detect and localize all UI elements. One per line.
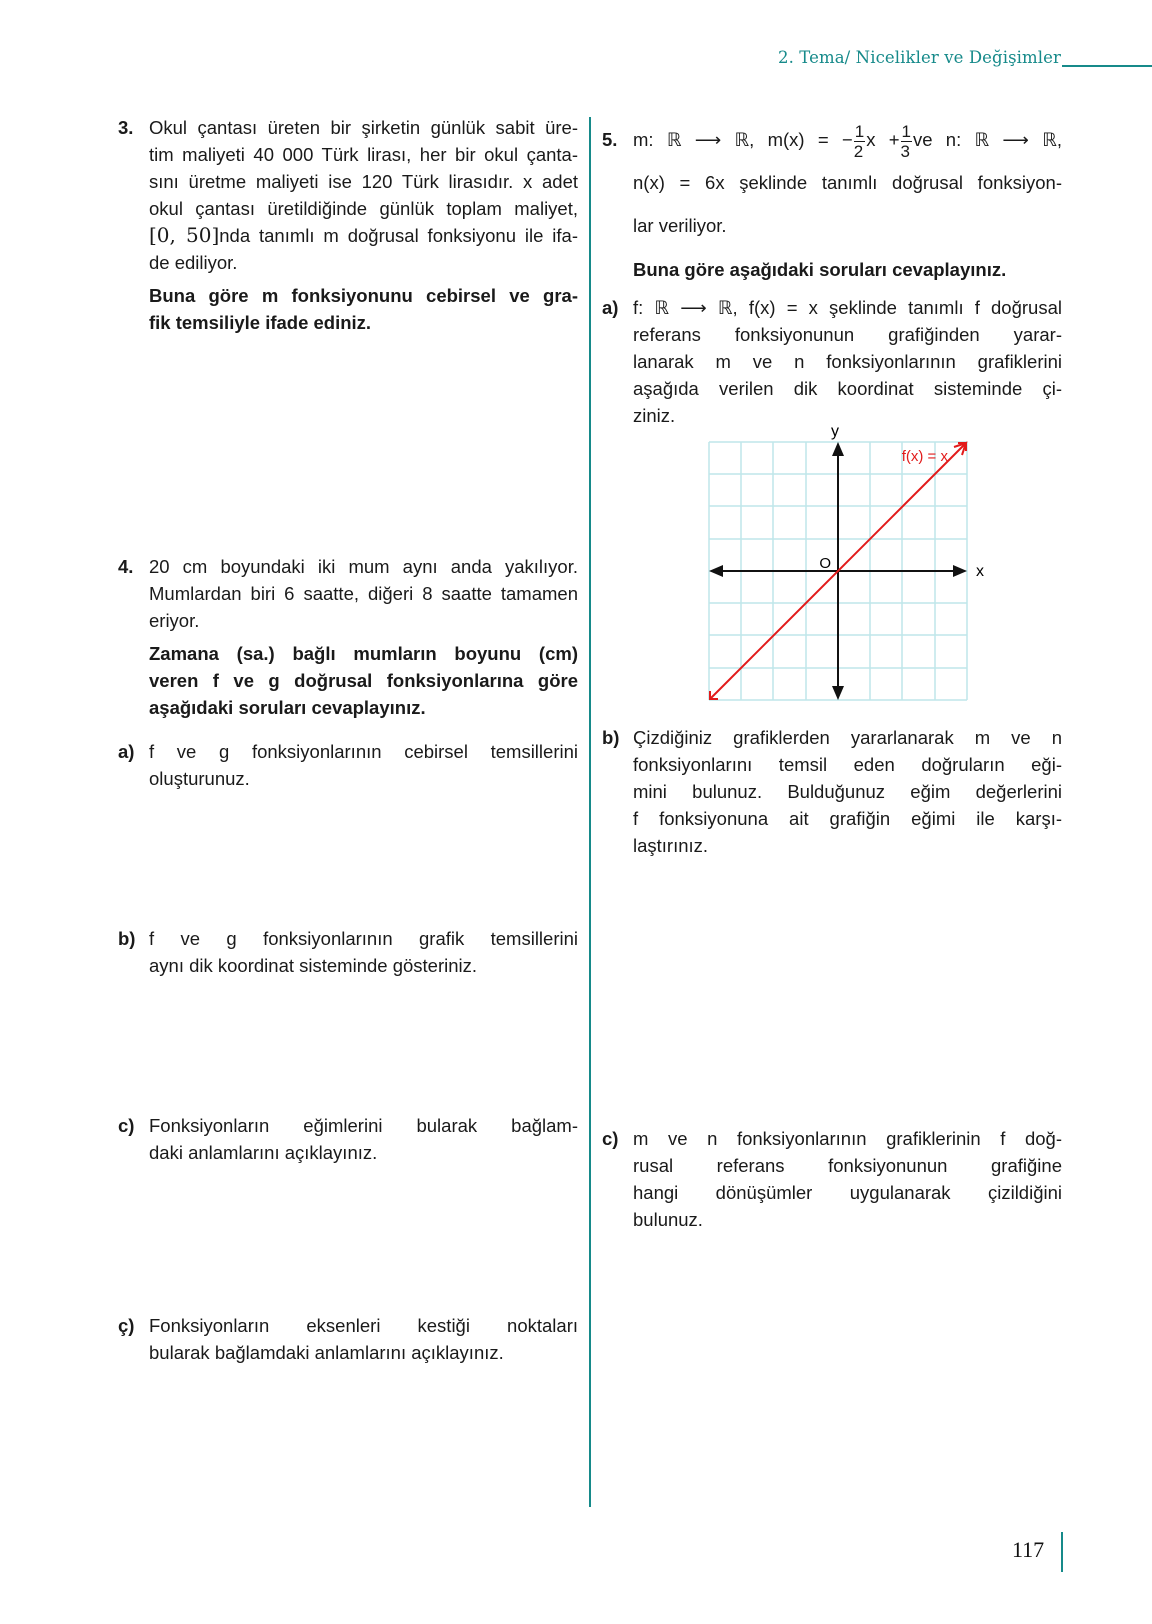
function-definitions: m: ℝ ⟶ ℝ, m(x) = − $\frac{1}{2}$ x + $\frac{1}{3}$ ve n: ℝ ⟶ ℝ,: [633, 121, 1062, 161]
text-line: okul çantası üretildiğinde günlük toplam maliyet,: [149, 198, 578, 219]
prompt-line: fik temsiliyle ifade ediniz.: [149, 312, 372, 333]
text-line: ziniz.: [633, 405, 676, 426]
part-label: c): [118, 1115, 135, 1136]
text-line: Mumlardan biri 6 saatte, diğeri 8 saatte tamamen: [149, 583, 578, 604]
text-line: tim maliyeti 40 000 Türk lirası, her bir okul çanta-: [149, 144, 578, 165]
page-number: 117: [1012, 1537, 1045, 1562]
x-axis-label: x: [976, 563, 984, 580]
fraction-one-half: $\frac{1}{2}$: [853, 121, 865, 161]
text-line: laştırınız.: [633, 835, 709, 856]
column-divider: [589, 117, 591, 1507]
question-3: [118, 114, 578, 336]
text-line: Çizdiğiniz grafiklerden yararlanarak m ve n: [633, 727, 1062, 748]
part-label: a): [118, 741, 135, 762]
question-4c-cedilla: [118, 1312, 578, 1366]
question-4b: [118, 925, 578, 979]
text-line-interval: [0, 50]nda tanımlı m doğrusal fonksiyonu ile ifa-: [149, 223, 578, 247]
chapter-title: 2. Tema/ Nicelikler ve Değişimler: [778, 48, 1061, 67]
text-line: n(x) = 6x şeklinde tanımlı doğrusal fonksiyon-: [633, 172, 1062, 193]
text-line: Fonksiyonların eğimlerini bularak bağlam-: [149, 1115, 578, 1136]
y-axis-label: y: [831, 423, 839, 440]
text-line: fonksiyonlarını temsil eden doğruların eği-: [633, 754, 1062, 775]
text-line: aynı dik koordinat sisteminde gösteriniz.: [149, 955, 478, 976]
text-line: f ve g fonksiyonlarının grafik temsillerini: [149, 928, 578, 949]
text-line: f ve g fonksiyonlarının cebirsel temsillerini: [149, 741, 578, 762]
page-number-rule: [1061, 1532, 1063, 1572]
part-label: a): [602, 297, 619, 318]
text-line: aşağıda verilen dik koordinat sisteminde çi-: [633, 378, 1062, 399]
text-line: f fonksiyonuna ait grafiğin eğimi ile karşı-: [633, 808, 1062, 829]
fraction-one-third: $\frac{1}{3}$: [900, 121, 911, 161]
prompt-line: Buna göre m fonksiyonunu cebirsel ve gra-: [149, 285, 578, 306]
text-line: bulunuz.: [633, 1209, 703, 1230]
question-5b: [602, 724, 1062, 859]
text-line: bularak bağlamdaki anlamlarını açıklayınız.: [149, 1342, 504, 1363]
text-line: lanarak m ve n fonksiyonlarının grafiklerini: [633, 351, 1062, 372]
line-label: f(x) = x: [901, 448, 948, 465]
text-line: referans fonksiyonunun grafiğinden yarar-: [633, 324, 1062, 345]
text-line: sını üretme maliyeti ise 120 Türk lirasıdır. x adet: [149, 171, 578, 192]
prompt-line: aşağıdaki soruları cevaplayınız.: [149, 697, 426, 718]
text-line: eriyor.: [149, 610, 200, 631]
prompt-line: Buna göre aşağıdaki soruları cevaplayınız.: [633, 259, 1007, 280]
text-line: rusal referans fonksiyonunun grafiğine: [633, 1155, 1062, 1176]
interval: [0, 50]: [149, 223, 220, 247]
text-line: oluşturunuz.: [149, 768, 250, 789]
text-line: hangi dönüşümler uygulanarak çizildiğini: [633, 1182, 1062, 1203]
part-label: b): [602, 727, 620, 748]
text-line: de ediliyor.: [149, 252, 238, 273]
question-5a: [602, 294, 1062, 429]
question-number: 5.: [602, 129, 618, 150]
text-line: Okul çantası üreten bir şirketin günlük sabit üre-: [149, 117, 578, 138]
part-label: b): [118, 928, 136, 949]
question-number: 4.: [118, 556, 134, 577]
text-line: daki anlamlarını açıklayınız.: [149, 1142, 378, 1163]
question-5: [602, 118, 1062, 292]
part-label: ç): [118, 1315, 135, 1336]
question-number: 3.: [118, 117, 134, 138]
text-line: Fonksiyonların eksenleri kestiği noktaları: [149, 1315, 578, 1336]
prompt-line: Zamana (sa.) bağlı mumların boyunu (cm): [149, 643, 578, 664]
text-line: m ve n fonksiyonlarının grafiklerinin f doğ-: [633, 1128, 1062, 1149]
text-line: lar veriliyor.: [633, 215, 727, 236]
question-4: [118, 553, 578, 721]
part-label: c): [602, 1128, 619, 1149]
coordinate-plane: [700, 420, 990, 720]
prompt-line: veren f ve g doğrusal fonksiyonlarına göre: [149, 670, 578, 691]
question-4c: [118, 1112, 578, 1166]
text-line: 20 cm boyundaki iki mum aynı anda yakılıyor.: [149, 556, 578, 577]
text-line: mini bulunuz. Bulduğunuz eğim değerlerini: [633, 781, 1062, 802]
header-rule: [1062, 65, 1152, 67]
origin-label: O: [819, 555, 831, 572]
question-5c: [602, 1125, 1062, 1233]
text-line: f: ℝ ⟶ ℝ, f(x) = x şeklinde tanımlı f doğrusal: [633, 297, 1062, 318]
question-4a: [118, 738, 578, 792]
